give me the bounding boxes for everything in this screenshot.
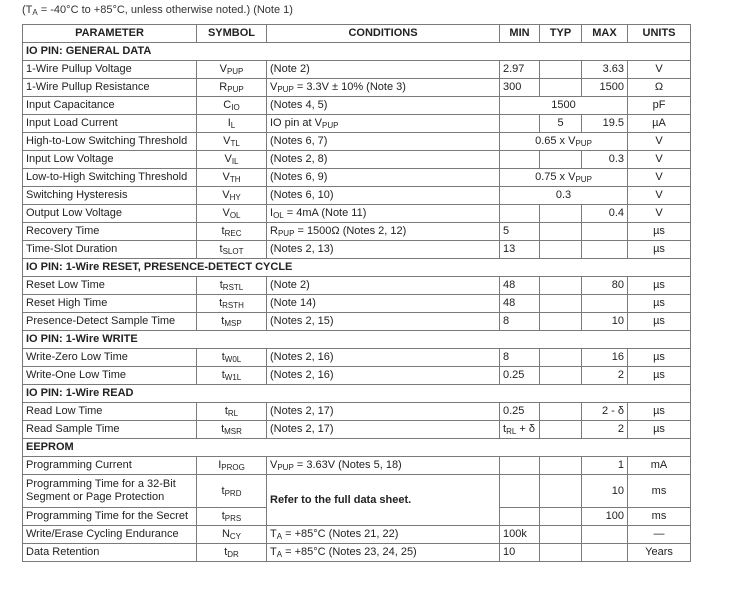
min-cell: 100k <box>500 526 540 544</box>
symbol-cell: $V_{OL}$ <box>197 205 267 223</box>
units-cell: µs <box>628 313 691 331</box>
min-cell <box>500 457 540 475</box>
section-title: IO PIN: 1-Wire WRITE <box>23 331 691 349</box>
conditions-cell: $R_{PUP} = 1500\Omega$ (Notes 2, 12) <box>267 223 500 241</box>
typ-cell <box>540 61 582 79</box>
units-cell: V <box>628 169 691 187</box>
conditions-cell: (Note 2) <box>267 61 500 79</box>
param-cell: Programming Time for a 32-Bit Segment or Page Protection <box>23 475 197 508</box>
min-cell: 0.25 <box>500 403 540 421</box>
max-cell: 2 - δ <box>582 403 628 421</box>
min-cell: 48 <box>500 277 540 295</box>
conditions-cell: (Notes 2, 17) <box>267 403 500 421</box>
units-cell: — <box>628 526 691 544</box>
typ-cell <box>540 241 582 259</box>
symbol-cell: $V_{TH}$ <box>197 169 267 187</box>
symbol-cell: $N_{CY}$ <box>197 526 267 544</box>
table-row <box>23 169 691 187</box>
conditions-cell: (Note 2) <box>267 277 500 295</box>
table-row <box>23 313 691 331</box>
header-symbol: SYMBOL <box>197 25 267 43</box>
conditions-cell: (Notes 2, 8) <box>267 151 500 169</box>
typ-cell <box>540 367 582 385</box>
min-cell: 8 <box>500 313 540 331</box>
section-title: EEPROM <box>23 439 691 457</box>
units-cell: µs <box>628 241 691 259</box>
symbol-cell: $R_{PUP}$ <box>197 79 267 97</box>
max-cell: 19.5 <box>582 115 628 133</box>
header-min: MIN <box>500 25 540 43</box>
conditions-cell: (Notes 2, 13) <box>267 241 500 259</box>
units-cell: µs <box>628 277 691 295</box>
conditions-note: ($T_A = -40^\circ C$ to +85°C, unless otherwise noted.) (Note 1) <box>22 4 293 17</box>
table-row <box>23 133 691 151</box>
typ-cell <box>540 205 582 223</box>
conditions-cell: (Notes 2, 17) <box>267 421 500 439</box>
typ-cell <box>540 544 582 562</box>
max-cell: 3.63 <box>582 61 628 79</box>
symbol-cell: $t_{MSP}$ <box>197 313 267 331</box>
table-row <box>23 457 691 475</box>
typ-cell <box>540 277 582 295</box>
section-row <box>23 43 691 61</box>
section-row <box>23 439 691 457</box>
table-row <box>23 295 691 313</box>
param-cell: Data Retention <box>23 544 197 562</box>
param-cell: 1-Wire Pullup Voltage <box>23 61 197 79</box>
units-cell: µs <box>628 367 691 385</box>
units-cell: V <box>628 151 691 169</box>
symbol-cell: $V_{IL}$ <box>197 151 267 169</box>
symbol-cell: $t_{MSR}$ <box>197 421 267 439</box>
conditions-cell: IO pin at $V_{PUP}$ <box>267 115 500 133</box>
typ-cell: 0.75 x $V_{PUP}$ <box>500 169 628 187</box>
table-row <box>23 421 691 439</box>
typ-cell <box>540 151 582 169</box>
typ-cell <box>540 313 582 331</box>
param-cell: Low-to-High Switching Threshold <box>23 169 197 187</box>
min-cell <box>500 115 540 133</box>
param-cell: Input Capacitance <box>23 97 197 115</box>
min-cell: 8 <box>500 349 540 367</box>
param-cell: Switching Hysteresis <box>23 187 197 205</box>
typ-cell: 5 <box>540 115 582 133</box>
conditions-cell: (Notes 2, 16) <box>267 349 500 367</box>
symbol-cell: $t_{DR}$ <box>197 544 267 562</box>
units-cell: µs <box>628 421 691 439</box>
param-cell: 1-Wire Pullup Resistance <box>23 79 197 97</box>
max-cell: 80 <box>582 277 628 295</box>
section-title: IO PIN: 1-Wire RESET, PRESENCE-DETECT CYCLE <box>23 259 691 277</box>
symbol-cell: $t_{PRD}$ <box>197 475 267 508</box>
max-cell: 2 <box>582 421 628 439</box>
typ-cell <box>540 457 582 475</box>
header-units: UNITS <box>628 25 691 43</box>
param-cell: Write-Zero Low Time <box>23 349 197 367</box>
electrical-characteristics-table <box>22 24 691 562</box>
units-cell: ms <box>628 475 691 508</box>
max-cell: 1500 <box>582 79 628 97</box>
table-row <box>23 475 691 508</box>
max-cell <box>582 544 628 562</box>
param-cell: Time-Slot Duration <box>23 241 197 259</box>
table-row <box>23 97 691 115</box>
table-row <box>23 277 691 295</box>
param-cell: Input Load Current <box>23 115 197 133</box>
symbol-cell: $t_{RSTH}$ <box>197 295 267 313</box>
header-parameter: PARAMETER <box>23 25 197 43</box>
symbol-cell: $V_{TL}$ <box>197 133 267 151</box>
table-row <box>23 205 691 223</box>
max-cell: 10 <box>582 313 628 331</box>
section-title: IO PIN: GENERAL DATA <box>23 43 691 61</box>
param-cell: Write/Erase Cycling Endurance <box>23 526 197 544</box>
min-cell <box>500 475 540 508</box>
conditions-cell: Refer to the full data sheet. <box>267 475 500 526</box>
table-row <box>23 544 691 562</box>
max-cell <box>582 223 628 241</box>
typ-cell: 1500 <box>500 97 628 115</box>
min-cell: 0.25 <box>500 367 540 385</box>
section-row <box>23 385 691 403</box>
conditions-cell: (Notes 2, 16) <box>267 367 500 385</box>
min-cell: 48 <box>500 295 540 313</box>
max-cell: 2 <box>582 367 628 385</box>
typ-cell <box>540 508 582 526</box>
typ-cell <box>540 79 582 97</box>
units-cell: µA <box>628 115 691 133</box>
header-row <box>23 25 691 43</box>
conditions-cell: $T_A = +85^\circ C$ (Notes 23, 24, 25) <box>267 544 500 562</box>
typ-cell: 0.3 <box>500 187 628 205</box>
param-cell: Programming Time for the Secret <box>23 508 197 526</box>
typ-cell <box>540 223 582 241</box>
table-row <box>23 79 691 97</box>
symbol-cell: $t_{SLOT}$ <box>197 241 267 259</box>
min-cell: 10 <box>500 544 540 562</box>
units-cell: Ω <box>628 79 691 97</box>
conditions-cell: (Notes 2, 15) <box>267 313 500 331</box>
param-cell: Reset Low Time <box>23 277 197 295</box>
table-row <box>23 61 691 79</box>
section-title: IO PIN: 1-Wire READ <box>23 385 691 403</box>
header-max: MAX <box>582 25 628 43</box>
max-cell: 16 <box>582 349 628 367</box>
min-cell <box>500 151 540 169</box>
header-typ: TYP <box>540 25 582 43</box>
max-cell: 0.3 <box>582 151 628 169</box>
units-cell: V <box>628 187 691 205</box>
symbol-cell: $I_{PROG}$ <box>197 457 267 475</box>
table-row <box>23 403 691 421</box>
units-cell: pF <box>628 97 691 115</box>
table-row <box>23 349 691 367</box>
max-cell: 100 <box>582 508 628 526</box>
symbol-cell: $V_{HY}$ <box>197 187 267 205</box>
typ-cell <box>540 295 582 313</box>
units-cell: V <box>628 133 691 151</box>
conditions-cell: (Notes 4, 5) <box>267 97 500 115</box>
symbol-cell: $t_{RSTL}$ <box>197 277 267 295</box>
symbol-cell: $t_{PRS}$ <box>197 508 267 526</box>
min-cell: 2.97 <box>500 61 540 79</box>
min-cell: 5 <box>500 223 540 241</box>
max-cell: 0.4 <box>582 205 628 223</box>
units-cell: Years <box>628 544 691 562</box>
symbol-cell: $V_{PUP}$ <box>197 61 267 79</box>
units-cell: µs <box>628 403 691 421</box>
table-row <box>23 526 691 544</box>
min-cell: 13 <box>500 241 540 259</box>
conditions-cell: (Notes 6, 10) <box>267 187 500 205</box>
symbol-cell: $C_{IO}$ <box>197 97 267 115</box>
units-cell: V <box>628 61 691 79</box>
min-cell: $t_{RL} + \delta$ <box>500 421 540 439</box>
units-cell: ms <box>628 508 691 526</box>
param-cell: Recovery Time <box>23 223 197 241</box>
section-row <box>23 259 691 277</box>
typ-cell <box>540 526 582 544</box>
param-cell: Output Low Voltage <box>23 205 197 223</box>
min-cell <box>500 205 540 223</box>
min-cell <box>500 508 540 526</box>
table-row <box>23 223 691 241</box>
table-row <box>23 241 691 259</box>
max-cell <box>582 295 628 313</box>
param-cell: High-to-Low Switching Threshold <box>23 133 197 151</box>
table-row <box>23 151 691 169</box>
conditions-cell: (Notes 6, 7) <box>267 133 500 151</box>
units-cell: µs <box>628 349 691 367</box>
units-cell: V <box>628 205 691 223</box>
table-row <box>23 115 691 133</box>
symbol-cell: $t_{RL}$ <box>197 403 267 421</box>
typ-cell <box>540 475 582 508</box>
units-cell: µs <box>628 295 691 313</box>
symbol-cell: $t_{W1L}$ <box>197 367 267 385</box>
typ-cell: 0.65 x $V_{PUP}$ <box>500 133 628 151</box>
symbol-cell: $t_{W0L}$ <box>197 349 267 367</box>
param-cell: Presence-Detect Sample Time <box>23 313 197 331</box>
conditions-cell: (Notes 6, 9) <box>267 169 500 187</box>
min-cell: 300 <box>500 79 540 97</box>
units-cell: µs <box>628 223 691 241</box>
typ-cell <box>540 403 582 421</box>
max-cell: 10 <box>582 475 628 508</box>
typ-cell <box>540 349 582 367</box>
max-cell <box>582 241 628 259</box>
max-cell: 1 <box>582 457 628 475</box>
section-row <box>23 331 691 349</box>
param-cell: Reset High Time <box>23 295 197 313</box>
param-cell: Programming Current <box>23 457 197 475</box>
table-row <box>23 187 691 205</box>
symbol-cell: $I_L$ <box>197 115 267 133</box>
typ-cell <box>540 421 582 439</box>
symbol-cell: $t_{REC}$ <box>197 223 267 241</box>
header-conditions: CONDITIONS <box>267 25 500 43</box>
param-cell: Read Low Time <box>23 403 197 421</box>
conditions-cell: $T_A = +85^\circ C$ (Notes 21, 22) <box>267 526 500 544</box>
param-cell: Input Low Voltage <box>23 151 197 169</box>
table-row <box>23 367 691 385</box>
param-cell: Write-One Low Time <box>23 367 197 385</box>
conditions-cell: (Note 14) <box>267 295 500 313</box>
conditions-cell: $I_{OL} = 4mA$ (Note 11) <box>267 205 500 223</box>
conditions-cell: $V_{PUP} = 3.3V \pm 10\%$ (Note 3) <box>267 79 500 97</box>
conditions-cell: $V_{PUP} = 3.63V$ (Notes 5, 18) <box>267 457 500 475</box>
units-cell: mA <box>628 457 691 475</box>
param-cell: Read Sample Time <box>23 421 197 439</box>
max-cell <box>582 526 628 544</box>
